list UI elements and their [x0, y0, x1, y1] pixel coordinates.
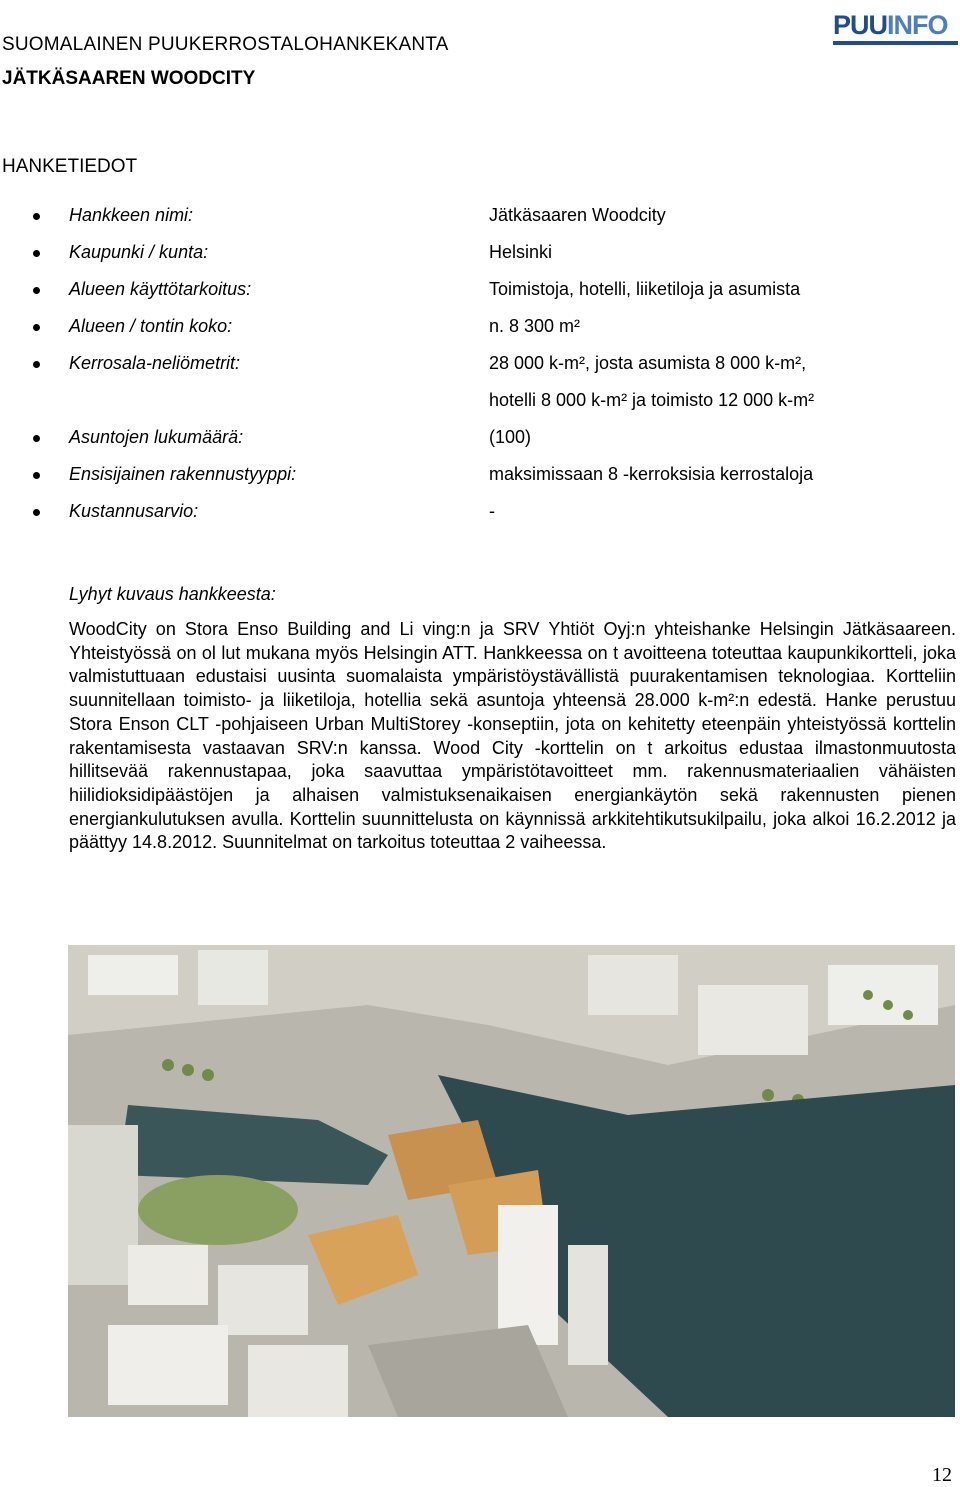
fact-item: [0, 501, 960, 538]
fact-key: Kustannusarvio:: [69, 501, 199, 521]
fact-value: Toimistoja, hotelli, liiketiloja ja asumista: [489, 279, 801, 299]
fact-item: [0, 279, 960, 316]
fact-key: Asuntojen lukumäärä:: [69, 427, 244, 447]
bullet-icon: [33, 509, 40, 516]
page-number: 12: [932, 1464, 952, 1486]
aerial-rendering-image: [68, 945, 955, 1417]
bullet-icon: [33, 250, 40, 257]
fact-item: [0, 427, 960, 464]
bullet-icon: [33, 435, 40, 442]
fact-value: Jätkäsaaren Woodcity: [489, 205, 666, 225]
fact-key: Ensisijainen rakennustyyppi:: [69, 464, 297, 484]
bullet-icon: [33, 287, 40, 294]
description-label: Lyhyt kuvaus hankkeesta:: [69, 584, 276, 604]
fact-key: Kaupunki / kunta:: [69, 242, 209, 262]
fact-value: n. 8 300 m²: [489, 316, 581, 336]
fact-value: 28 000 k-m², josta asumista 8 000 k-m²,: [489, 353, 807, 373]
fact-value-continued: hotelli 8 000 k-m² ja toimisto 12 000 k-m²: [489, 390, 815, 410]
bullet-icon: [33, 213, 40, 220]
fact-item: [0, 316, 960, 353]
fact-value: Helsinki: [489, 242, 553, 262]
project-facts-list: [0, 205, 960, 538]
fact-key: Hankkeen nimi:: [69, 205, 194, 225]
fact-value: -: [489, 501, 495, 521]
bullet-icon: [33, 324, 40, 331]
document-series-title: SUOMALAINEN PUUKERROSTALOHANKEKANTA: [2, 34, 449, 55]
fact-key: Kerrosala-neliömetrit:: [69, 353, 241, 373]
fact-value: (100): [489, 427, 532, 447]
section-title: HANKETIEDOT: [2, 156, 138, 177]
fact-item: [0, 242, 960, 279]
bullet-icon: [33, 361, 40, 368]
fact-item: [0, 464, 960, 501]
logo-underline: [833, 41, 958, 45]
bullet-icon: [33, 472, 40, 479]
project-title: JÄTKÄSAAREN WOODCITY: [2, 68, 256, 89]
logo-part-info: INFO: [887, 10, 948, 40]
fact-key: Alueen käyttötarkoitus:: [69, 279, 252, 299]
fact-item: [0, 353, 960, 427]
fact-value: maksimissaan 8 -kerroksisia kerrostaloja: [489, 464, 814, 484]
description-text: WoodCity on Stora Enso Building and Li ving:n ja SRV Yhtiöt Oyj:n yhteishanke Helsingin Jätkäsaareen. Yhteistyössä on ol lut mukana myös Helsingin ATT. Hankkeessa on t avoitteena toteuttaa kaupunkikortteli, joka valmistuttuaan edustaisi uusinta suomalaista ympäristöystävällistä puurakentamisen teknologiaa. Kortteliin suunnitellaan toimisto- ja liiketiloja, hotellia sekä asuntoja yhteensä 28.000 k-m²:n edestä. Hanke perustuu Stora Enson CLT -pohjaiseen Urban MultiStorey -konseptiin, jota on kehitetty eteenpäin yhteistyössä korttelin rakentamisesta vastaavan SRV:n kanssa. Wood City -korttelin on t arkoitus edustaa ilmastonmuutosta hillitsevää rakennustapaa, joka saavuttaa ympäristötavoitteet mm. rakennusmateriaalien vähäisten hiilidioksidipäästöjen ja alhaisen valmistuksenaikaisen energiankäytön sekä rakennusten pienen energiankulutuksen avulla. Korttelin suunnittelusta on käynnissä arkkitehtikutsukilpailu, joka alkoi 16.2.2012 ja päättyy 14.8.2012. Suunnitelmat on tarkoitus toteuttaa 2 vaiheessa.: [69, 619, 956, 853]
fact-key: Alueen / tontin koko:: [69, 316, 233, 336]
fact-item: [0, 205, 960, 242]
logo-part-puu: PUU: [833, 10, 888, 40]
puuinfo-logo: [833, 10, 948, 41]
